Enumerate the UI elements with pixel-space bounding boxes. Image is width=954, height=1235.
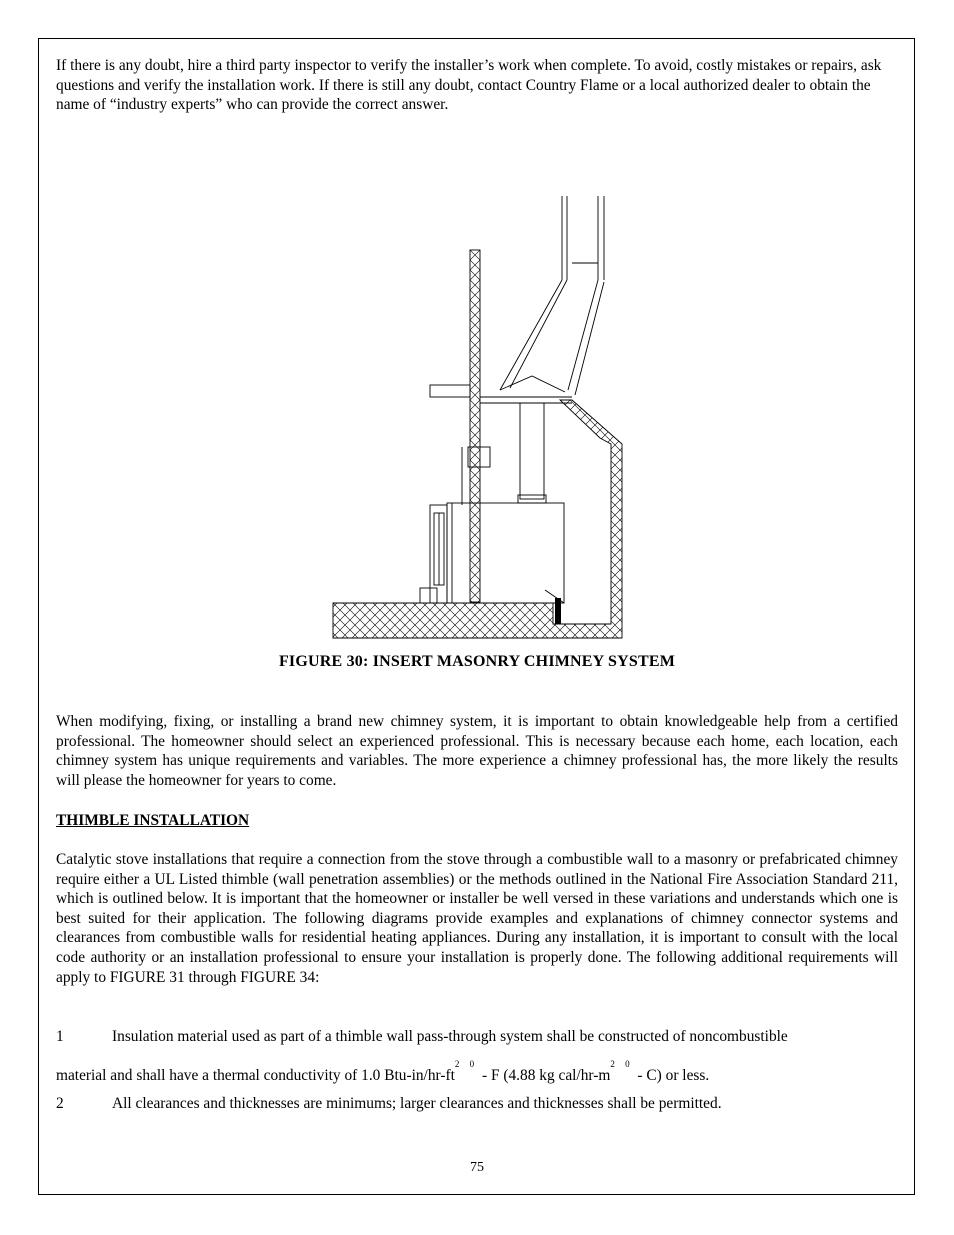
chimney-help-paragraph: When modifying, fixing, or installing a brand new chimney system, it is important to obtain knowledgeable help from a certified professional. The homeowner should select an experienced professional. This is necessary because each home, each location, each chimney system has unique requirements and variables. The more experience a chimney professional has, the more likely the results will please the homeowner for years to come. <box>56 713 898 789</box>
list-item-text: All clearances and thicknesses are minimums; larger clearances and thicknesses shall be permitted. <box>112 1095 722 1112</box>
list-item-text: Insulation material used as part of a thimble wall pass-through system shall be constructed of noncombustible <box>112 1028 788 1045</box>
list-item-number: 2 <box>56 1095 64 1112</box>
list-item-text-b: - F (4.88 kg cal/hr-m <box>478 1067 611 1084</box>
list-item-text-a: material and shall have a thermal conductivity of 1.0 Btu-in/hr-ft <box>56 1067 455 1084</box>
list-item-continuation <box>56 1055 898 1086</box>
thimble-paragraph: Catalytic stove installations that require a connection from the stove through a combustible wall to a masonry or prefabricated chimney require either a UL Listed thimble (wall penetration assemblies) or the methods outlined in the National Fire Association Standard 211, which is outlined below. It is important that the homeowner or installer be well versed in these variations and understands which one is best suited for their application. The following diagrams provide examples and explanations of chimney connector systems and clearances from combustible walls for residential heating appliances. During any installation, it is important to consult with the local code authority or an installation professional to ensure your installation is properly done. The following additional requirements will apply to FIGURE 31 through FIGURE 34: <box>56 851 898 986</box>
list-item-text-c: - C) or less. <box>633 1067 710 1084</box>
section-heading: THIMBLE INSTALLATION <box>56 812 250 829</box>
list-item-number: 1 <box>56 1028 64 1045</box>
intro-paragraph: If there is any doubt, hire a third party inspector to verify the installer’s work when complete. To avoid, costly mistakes or repairs, ask questions and verify the installation work. If there is still any doubt, contact Country Flame or a local authorized dealer to obtain the name of “industry experts” who can provide the correct answer. <box>56 57 882 114</box>
superscript-a: 2 0 <box>454 1059 479 1069</box>
superscript-b: 2 0 <box>610 1059 634 1069</box>
chimney-system-diagram <box>320 190 640 650</box>
figure-caption: FIGURE 30: INSERT MASONRY CHIMNEY SYSTEM <box>278 653 676 670</box>
page-number: 75 <box>470 1160 484 1175</box>
